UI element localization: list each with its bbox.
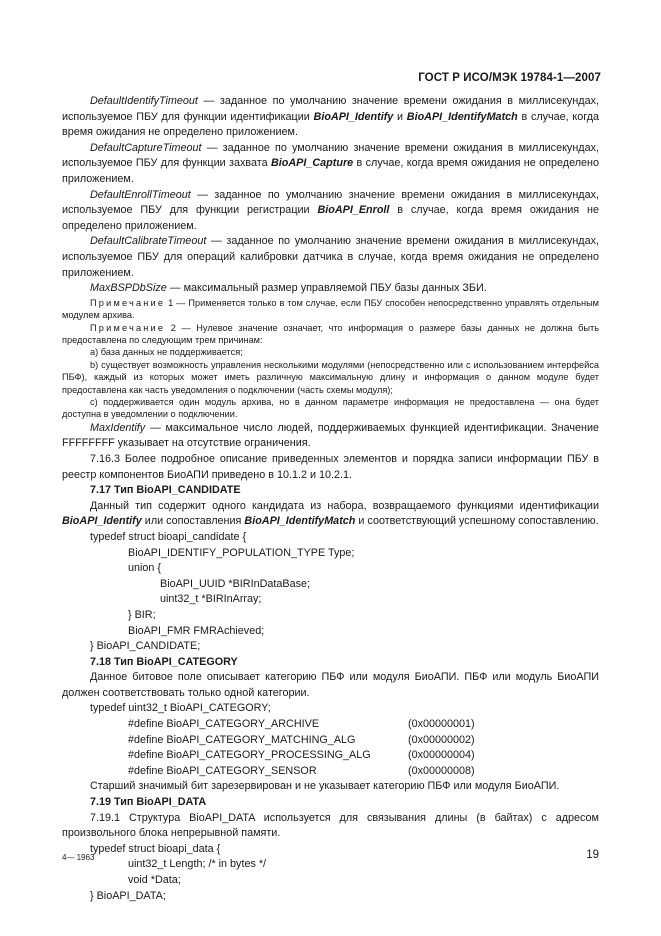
code-line: uint32_t *BIRInArray; [160,593,262,606]
note-item: а) база данных не поддерживается; [90,347,243,358]
code-line: uint32_t Length; /* in bytes */ [128,858,267,871]
note-2: Примечание 2 — Нулевое значение означает, что информация о размере базы данных не должна быть предоставлена по следующим трем причинам: [62,322,599,345]
param-paragraph: DefaultCalibrateTimeout — заданное по умолчанию значение времени ожидания в миллисекундах, используемое ПБУ для операций калибровки датчика в случае, когда время ожидания не определено приложением. [62,235,599,279]
section-heading: 7.18 Тип BioAPI_CATEGORY [90,655,238,668]
code-line: BioAPI_FMR FMRAchieved; [128,624,265,637]
code-line: typedef struct bioapi_candidate { [90,530,247,543]
section-text: Старший значимый бит зарезервирован и не указывает категорию ПБФ или модуля БиоАПИ. [90,780,560,793]
code-line: union { [128,562,162,575]
code-line: } BioAPI_CANDIDATE; [90,640,201,653]
note-item: с) поддерживается один модуль архива, но в данном параметре информация не предоставлена — она будет доступна в уведомлении о подключении. [62,396,599,420]
code-line: } BioAPI_DATA; [90,889,166,902]
param-paragraph: DefaultIdentifyTimeout — заданное по умолчанию значение времени ожидания в миллисекундах, используемое ПБУ для функции идентификации BioAPI_Identify и BioAPI_IdentifyMatch в случае, когда время ожидания не определено приложением. [62,95,599,139]
code-line: } BIR; [128,608,156,621]
section-text: Данный тип содержит одного кандидата из набора, возвращаемого функциями идентификации BioAPI_Identify или сопоставления BioAPI_IdentifyMatch и соответствующий успешному сопоставлению. [62,499,599,528]
section-heading: 7.17 Тип BioAPI_CANDIDATE [90,484,241,497]
code-line: void *Data; [128,874,181,886]
page-number: 19 [586,849,599,861]
section-heading: 7.19 Тип BioAPI_DATA [90,796,207,809]
define-row: #define BioAPI_CATEGORY_PROCESSING_ALG (0x00000004) [128,749,475,762]
document-header: ГОСТ Р ИСО/МЭК 19784-1—2007 [418,72,601,84]
define-row: #define BioAPI_CATEGORY_SENSOR (0x00000008) [128,764,475,777]
section-text: 7.19.1 Структура BioAPI_DATA используется для связывания длины (в байтах) с адресом произвольного блока непрерывной памяти. [62,811,599,840]
code-block [62,842,599,904]
code-line: BioAPI_UUID *BIRInDataBase; [160,577,311,590]
code-line: typedef struct bioapi_data { [90,842,221,855]
param-paragraph: DefaultEnrollTimeout — заданное по умолчанию значение времени ожидания в миллисекундах, используемое ПБУ для функции регистрации BioAPI_Enroll в случае, когда время ожидания не определено приложением. [62,188,599,232]
define-row: #define BioAPI_CATEGORY_MATCHING_ALG (0x00000002) [128,733,475,746]
code-block [62,530,599,655]
clause-7-16-3: 7.16.3 Более подробное описание приведенных элементов и порядка записи информации ПБУ в реестр компонентов БиоАПИ приведено в 10.1.2 и 10.2.1. [62,452,599,481]
page-body [62,94,599,904]
note-1: Примечание 1 — Применяется только в том случае, если ПБУ способен непосредственно управлять отдельным модулем архива. [62,297,599,321]
code-line: typedef uint32_t BioAPI_CATEGORY; [90,702,271,715]
note-item: b) существует возможность управления несколькими модулями (непосредственно или с использованием интерфейса ПБФ), каждый из которых может иметь различную максимальную длину и информация о данном модуле будет предоставлена как часть уведомления о подключении (часть схемы модуля); [62,359,599,395]
define-row: #define BioAPI_CATEGORY_ARCHIVE (0x00000001) [128,718,475,731]
param-paragraph: DefaultCaptureTimeout — заданное по умолчанию значение времени ожидания в миллисекундах, используемое ПБУ для функции захвата BioAPI_Capture в случае, когда время ожидания не определено приложением. [62,141,599,185]
param-paragraph: MaxIdentify — максимальное число людей, поддерживаемых функцией идентификации. Значение FFFFFFFF указывает на отсутствие ограничения. [62,421,599,450]
section-text: Данное битовое поле описывает категорию ПБФ или модуля БиоАПИ. ПБФ или модуль БиоАПИ должен соответствовать только одной категории. [62,671,599,699]
param-paragraph: MaxBSPDbSize — максимальный размер управляемой ПБУ базы данных ЗБИ. [90,282,487,295]
print-code: 4— 1963 [62,853,95,862]
code-line: BioAPI_IDENTIFY_POPULATION_TYPE Type; [128,546,355,559]
